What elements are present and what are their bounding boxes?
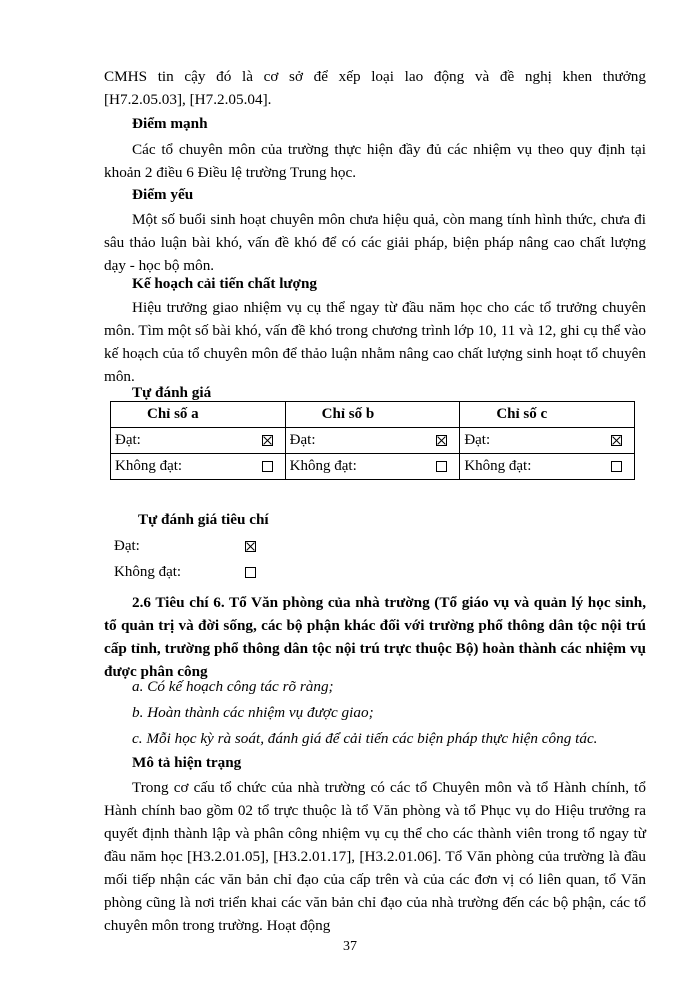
improvement-body [104,296,646,388]
self-eval-heading: Tự đánh giá [132,384,212,401]
status-heading: Mô tả hiện trạng [132,754,242,771]
criterion6-title: 2.6 Tiêu chí 6. Tổ Văn phòng của nhà trường (Tổ giáo vụ và quản lý học sinh, tổ quản trị và đời sống, các bộ phận khác đối với trường phổ thông dân tộc nội trú cấp tỉnh, trường phổ thông dân tộc nội trú trực thuộc Bộ) hoàn thành các nhiệm vụ được phân công [104,594,646,680]
self-eval-fail-row [111,454,635,480]
checked-checkbox-icon[interactable] [262,435,273,446]
status-text: Trong cơ cấu tổ chức của nhà trường có các tổ Chuyên môn và tổ Hành chính, tổ Hành chính bao gồm 02 tổ trực thuộc là tổ Văn phòng và tổ Phục vụ do Hiệu trưởng ra quyết định thành lập và phân công nhiệm vụ cụ thể cho các thành viên trong tổ ngay từ đầu năm học [H3.2.01.05], [H3.2.01.17], [H3.2.01.06]. Tổ Văn phòng của trường là đầu mối tiếp nhận các văn bản chỉ đạo của cấp trên và của các đơn vị có liên quan, tổ Văn phòng cũng là nơi triển khai các văn bản chỉ đạo của nhà trường đến các bộ phận, các tổ chuyên môn trong trường. Hoạt động [104,779,646,934]
criterion-eval-options [114,533,264,585]
criterion6-item-c: c. Mỗi học kỳ rà soát, đánh giá để cải tiến các biện pháp thực hiện công tác. [132,730,598,747]
self-eval-table [110,401,635,480]
intro-line-2: [H7.2.05.03], [H7.2.05.04]. [104,91,272,108]
fail-label: Không đạt: [289,458,357,474]
page-number: 37 [343,939,357,954]
status-section [104,751,646,774]
weaknesses-heading: Điểm yếu [132,186,194,203]
empty-checkbox-icon[interactable] [262,461,273,472]
criterion6-items [104,674,646,752]
pass-cell-c [460,428,635,454]
empty-checkbox-icon[interactable] [245,567,256,578]
self-eval-header-row [111,402,635,428]
weaknesses-text: Một số buổi sinh hoạt chuyên môn chưa hiệu quả, còn mang tính hình thức, chưa đi sâu thảo luận bài khó, vấn đề khó để có các giải pháp, biện pháp nâng cao chất lượng dạy - học bộ môn. [104,211,646,274]
checked-checkbox-icon[interactable] [436,435,447,446]
pass-label: Đạt: [464,432,491,448]
criterion6-section [104,591,646,683]
improvement-text: Hiệu trưởng giao nhiệm vụ cụ thể ngay từ đầu năm học cho các tổ trưởng chuyên môn. Tìm một số bài khó, vấn đề khó trong chương trình lớp 10, 11 và 12, ghi cụ thể vào kế hoạch của tổ chuyên môn để thảo luận nhằm nâng cao chất lượng sinh hoạt tổ chuyên môn. [104,299,646,385]
checked-checkbox-icon[interactable] [611,435,622,446]
weaknesses-body [104,208,646,277]
strengths-text: Các tổ chuyên môn của trường thực hiện đầy đủ các nhiệm vụ theo quy định tại khoản 2 điều 6 Điều lệ trường Trung học. [104,141,646,181]
fail-label: Không đạt: [464,458,532,474]
pass-cell-b [285,428,460,454]
strengths-heading: Điểm mạnh [132,115,208,132]
intro-line-1: CMHS tin cậy đó là cơ sở để xếp loại lao động và đề nghị khen thưởng [104,68,646,85]
self-eval-pass-row [111,428,635,454]
column-header-a: Chỉ số a [111,402,286,428]
fail-cell-c [460,454,635,480]
checked-checkbox-icon[interactable] [245,541,256,552]
strengths-section [104,112,646,135]
pass-cell-a [111,428,286,454]
criterion-fail-option [114,559,264,585]
intro-paragraph [104,65,646,111]
criterion-fail-label: Không đạt: [114,564,182,580]
criterion6-item-a: a. Có kế hoạch công tác rõ ràng; [132,678,334,695]
pass-label: Đạt: [115,432,141,448]
criterion-eval-section [104,508,646,531]
strengths-body [104,138,646,184]
fail-label: Không đạt: [115,458,183,474]
empty-checkbox-icon[interactable] [611,461,622,472]
empty-checkbox-icon[interactable] [436,461,447,472]
pass-label: Đạt: [289,432,316,448]
criterion-pass-label: Đạt: [114,538,140,554]
weaknesses-section [104,183,646,206]
improvement-section [104,272,646,295]
criterion-pass-option [114,533,264,559]
improvement-heading: Kế hoạch cải tiến chất lượng [132,275,318,292]
criterion6-item-b: b. Hoàn thành các nhiệm vụ được giao; [132,704,374,721]
fail-cell-a [111,454,286,480]
fail-cell-b [285,454,460,480]
criterion-eval-heading: Tự đánh giá tiêu chí [138,511,269,528]
column-header-c: Chỉ số c [460,402,635,428]
column-header-b: Chỉ số b [285,402,460,428]
status-body [104,776,646,937]
